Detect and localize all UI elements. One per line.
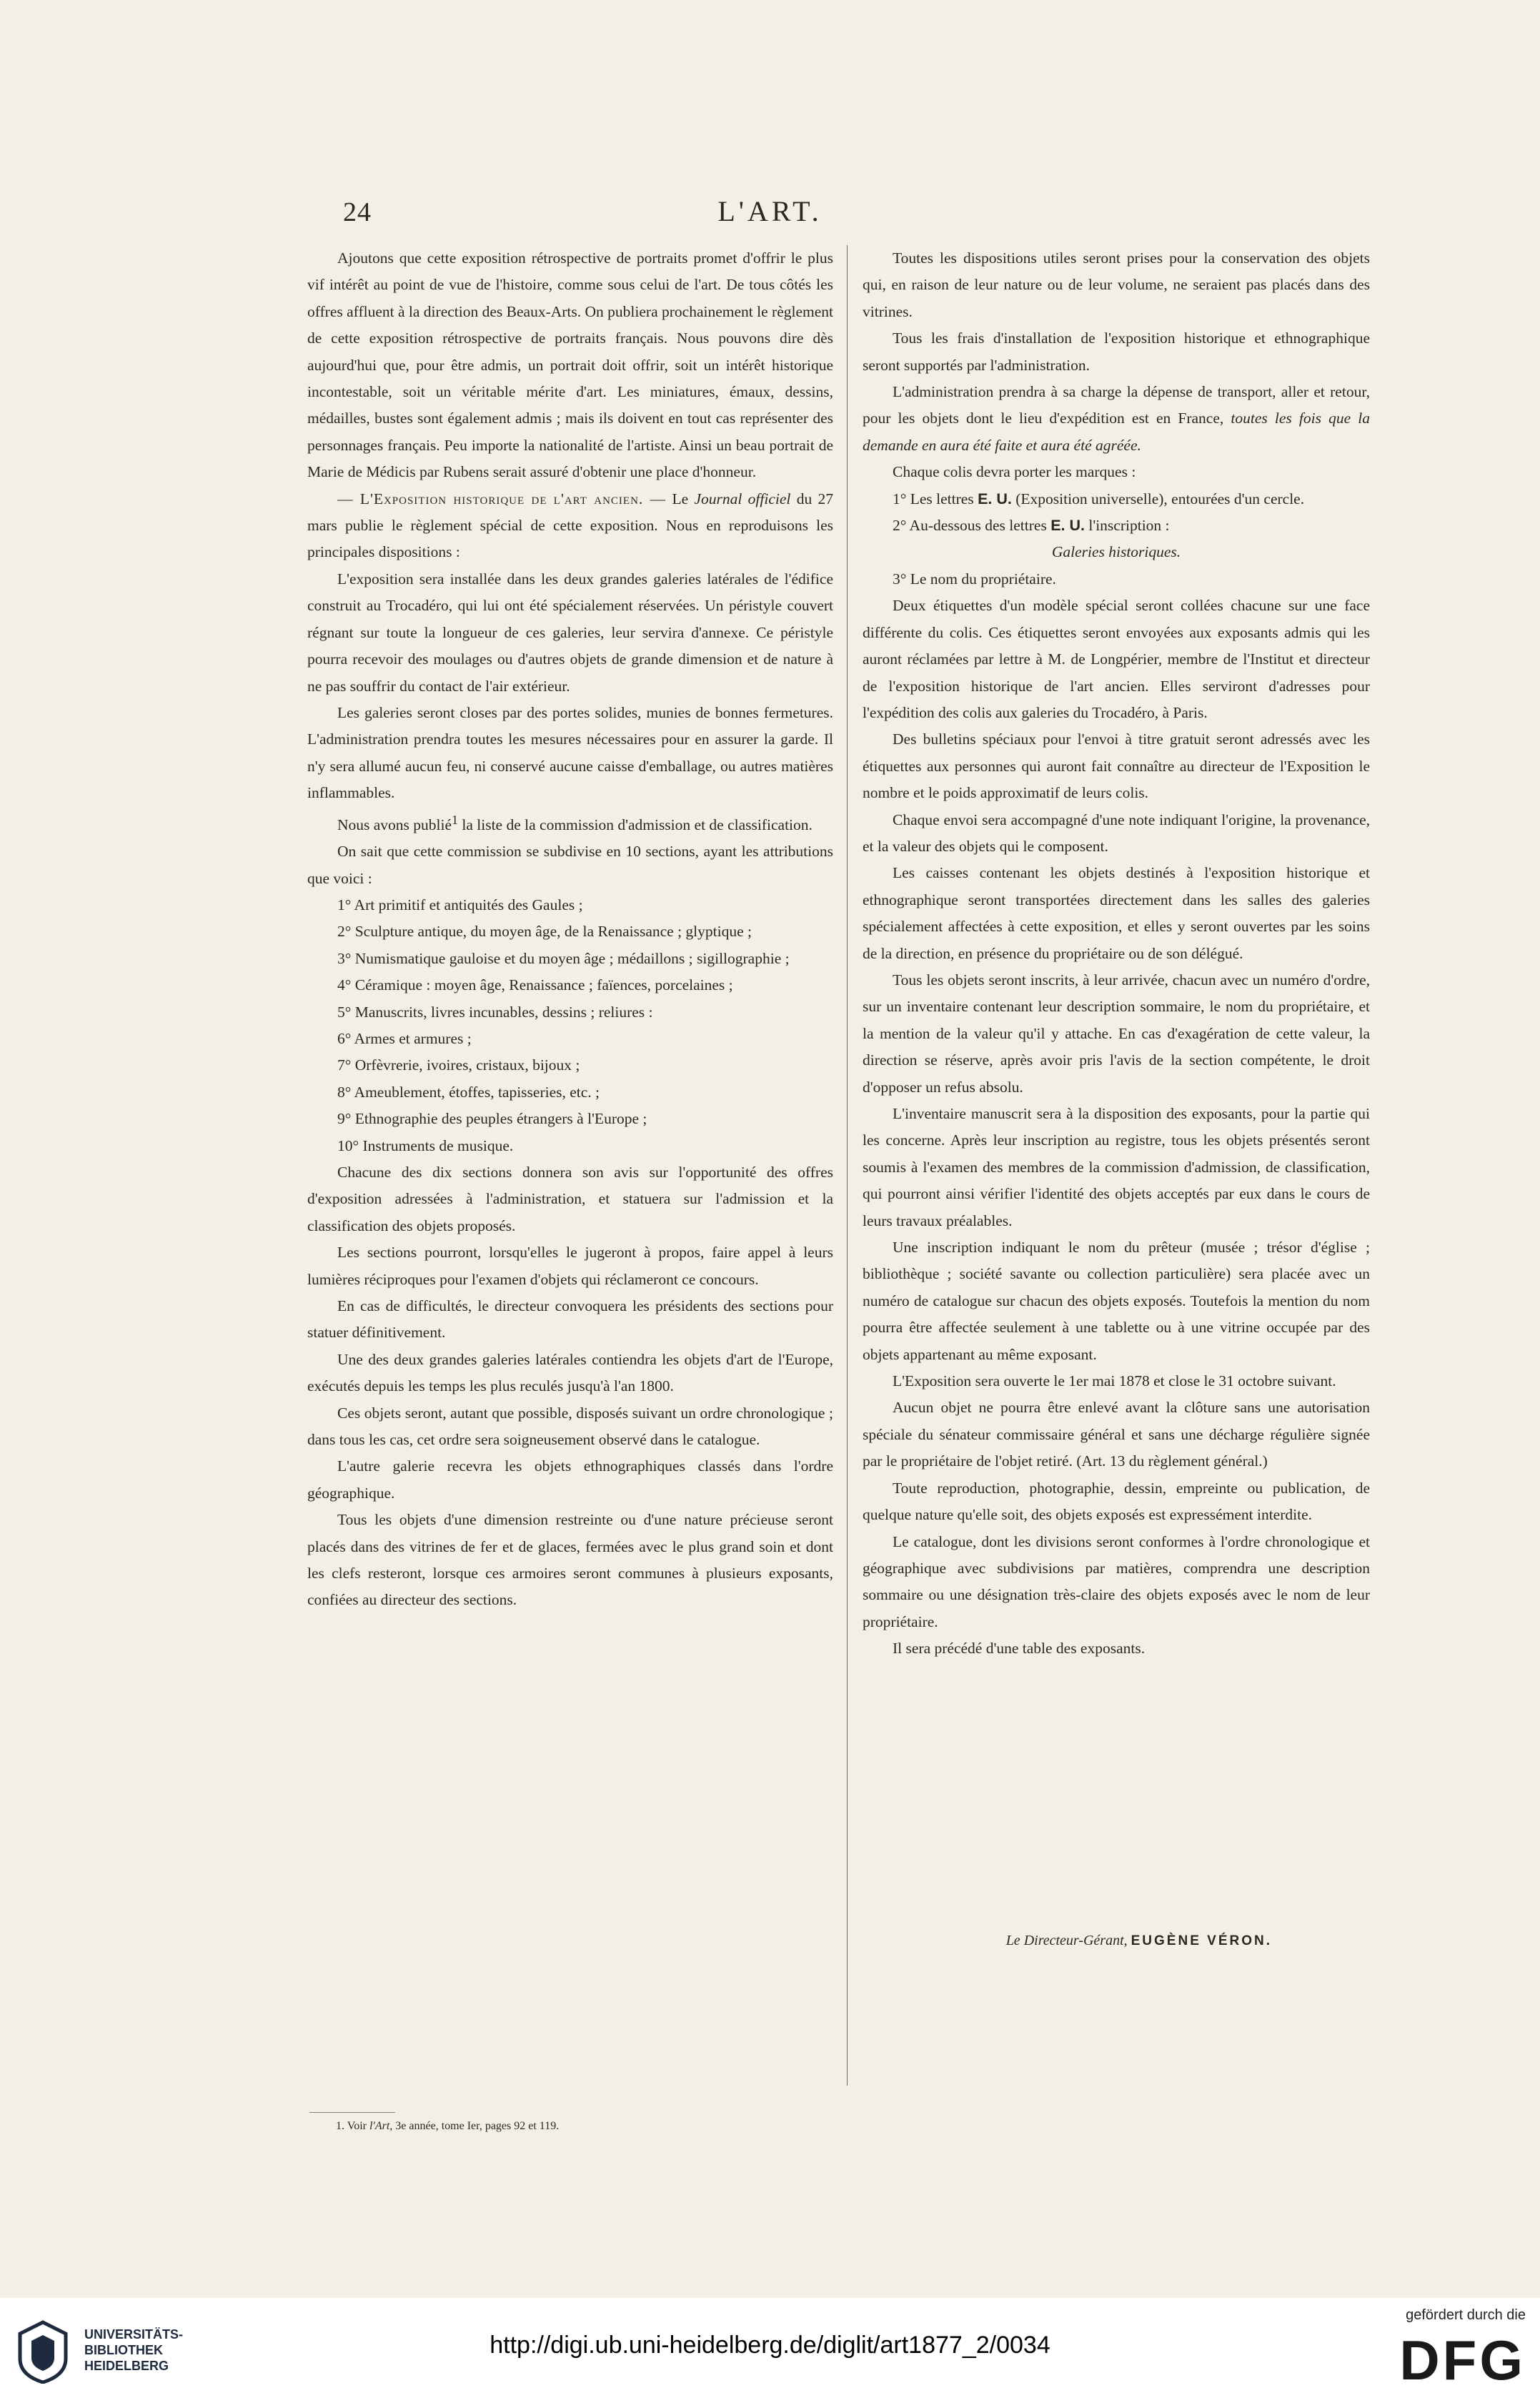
paragraph: Tous les frais d'installation de l'exposition historique et ethnographique seront supportés par l'administration. xyxy=(863,330,1370,374)
list-item: 9° Ethnographie des peuples étrangers à l'Europe ; xyxy=(337,1110,647,1128)
list-item: 7° Orfèvrerie, ivoires, cristaux, bijoux ; xyxy=(337,1056,580,1074)
paragraph: Il sera précédé d'une table des exposants. xyxy=(893,1640,1146,1658)
list-item: 1° Art primitif et antiquités des Gaules ; xyxy=(337,896,583,913)
paragraph: Les sections pourront, lorsqu'elles le jugeront à propos, faire appel à leurs lumières réciproques pour l'examen d'objets qui réclameront ce concours. xyxy=(307,1244,833,1288)
paragraph: L'inventaire manuscrit sera à la disposition des exposants, pour la partie qui les concerne. Après leur inscription au registre, tous les objets présentés seront soumis à l'examen des membres de la commission d'admission, de classification, qui pourront ainsi vérifier l'identité des objets acceptés par eux dans le cours de leurs travaux préalables. xyxy=(863,1105,1370,1229)
list-item: 8° Ameublement, étoffes, tapisseries, etc. ; xyxy=(337,1083,600,1101)
paragraph: Ajoutons que cette exposition rétrospective de portraits promet d'offrir le plus vif intérêt au point de vue de l'histoire, comme sous celui de l'art. De tous côtés les offres affluent à la direction des Beaux-Arts. On publiera prochainement le règlement de cette exposition rétrospective de portraits français. Nous pouvons dire dès aujourd'hui que, pour être admis, un portrait doit offrir, soit un intérêt historique incontestable, soit un véritable mérite d'art. Les miniatures, émaux, dessins, médailles, bustes sont également admis ; mais ils doivent en tout cas représenter des personnages français. Peu importe la nationalité de l'artiste. Ainsi un beau portrait de Marie de Médicis par Rubens serait assuré d'obtenir une place d'honneur. xyxy=(307,249,833,481)
text: 2° Au-dessous des lettres xyxy=(893,517,1047,535)
paragraph-exposition-heading xyxy=(307,486,833,566)
paragraph: Le catalogue, dont les divisions seront conformes à l'ordre chronologique et géographique avec subdivisions par matières, comprendra une description sommaire ou une désignation très-claire des objets exposés avec le nom de leur propriétaire. xyxy=(863,1532,1370,1630)
paragraph: L'Exposition sera ouverte le 1er mai 1878 et close le 31 octobre suivant. xyxy=(893,1372,1336,1390)
footnote-number: 1. xyxy=(336,2120,344,2132)
page-number: 24 xyxy=(343,197,372,227)
paragraph: Des bulletins spéciaux pour l'envoi à titre gratuit seront adressés avec les étiquettes aux personnes qui auront fait connaître au directeur de l'Exposition le nombre et le poids approximatif de leurs colis. xyxy=(863,730,1370,802)
paragraph: Chacune des dix sections donnera son avis sur l'opportunité des offres d'exposition adressées à l'administration, et statuera sur l'admission et la classification des objets proposés. xyxy=(307,1163,833,1234)
list-item: 3° Numismatique gauloise et du moyen âge ; médaillons ; sigillographie ; xyxy=(337,949,790,967)
text: du 27 mars publie le règlement spécial de cette exposition. Nous en reproduisons les principales dispositions : xyxy=(307,490,834,561)
column-rule xyxy=(847,245,848,2086)
paragraph: Les galeries seront closes par des portes solides, munies de bonnes fermetures. L'administration prendra toutes les mesures nécessaires pour en assurer la garde. Il n'y sera allumé aucun feu, ni conservé aucune caisse d'emballage, ou autres matières inflammables. xyxy=(307,703,833,802)
text: l'inscription : xyxy=(1088,517,1170,535)
list-item xyxy=(863,486,1370,512)
text: L'administration prendra à sa charge la dépense de transport, aller et retour, pour les objets dont le lieu d'expédition est en France, xyxy=(863,383,1370,427)
list-item xyxy=(863,512,1370,539)
text: 3e année, tome Ier, pages 92 et 119. xyxy=(395,2120,560,2132)
signature-role: Le Directeur-Gérant, xyxy=(1005,1933,1128,1948)
paragraph: Tous les objets d'une dimension restreinte ou d'une nature précieuse seront placés dans des vitrines de fer et de glaces, fermées avec le plus grand soin et dont les clefs resteront, lorsque ces armoires seront communes à plusieurs exposants, confiées au directeur des sections. xyxy=(307,1511,833,1609)
text: (Exposition universelle), entourées d'un cercle. xyxy=(1015,490,1305,507)
right-column xyxy=(863,245,1370,1663)
paragraph: Aucun objet ne pourra être enlevé avant la clôture sans une autorisation spéciale du sénateur commissaire général et sans une décharge régulière signée par le propriétaire de l'objet retiré. (Art. 13 du règlement général.) xyxy=(863,1399,1370,1470)
dfg-logo: DFG xyxy=(1399,2329,1526,2392)
footnote-rule xyxy=(309,2112,395,2113)
library-name-line: UNIVERSITÄTS- xyxy=(84,2327,184,2342)
inscription-line: Galeries historiques. xyxy=(1051,543,1181,561)
paragraph xyxy=(307,807,833,839)
list-item: 2° Sculpture antique, du moyen âge, de la Renaissance ; glyptique ; xyxy=(337,923,752,941)
paragraph xyxy=(863,379,1370,459)
list-item: 6° Armes et armures ; xyxy=(337,1029,472,1047)
text: la liste de la commission d'admission et de classification. xyxy=(462,816,813,833)
funding-label: gefördert durch die xyxy=(1406,2307,1526,2323)
paragraph: Les caisses contenant les objets destinés à l'exposition historique et ethnographique seront transportées directement dans les salles des galeries spécialement affectées à cette exposition, et elles y seront ouvertes par les soins de la direction, en présence du propriétaire ou de son délégué. xyxy=(863,864,1370,962)
text: Le xyxy=(672,490,689,507)
footnote xyxy=(336,2116,559,2137)
paragraph: Tous les objets seront inscrits, à leur arrivée, chacun avec un numéro d'ordre, sur un inventaire contenant leur description sommaire, le nom du propriétaire, et la mention de la valeur qu'il y attache. En cas d'exagération de cette valeur, la direction se réserve, après avoir pris l'avis de la section compétente, le droit d'opposer un refus absolu. xyxy=(863,971,1370,1096)
text: Nous avons publié xyxy=(337,816,452,833)
paragraph: L'autre galerie recevra les objets ethnographiques classés dans l'ordre géographique. xyxy=(307,1457,833,1502)
text: 1° Les lettres xyxy=(893,490,974,507)
paragraph: Une inscription indiquant le nom du prêteur (musée ; trésor d'église ; bibliothèque ; société savante ou collection particulière) sera placée avec un numéro de catalogue sur chacun des objets exposés. Toutefois la mention du nom pourra être affectée seulement à une tablette ou à une vitrine occupée par des objets appartenant au même exposant. xyxy=(863,1239,1370,1363)
emphasis: toutes les fois que la demande en aura été faite et aura été agréée. xyxy=(863,410,1370,454)
list-item: 10° Instruments de musique. xyxy=(337,1136,514,1154)
paragraph: Chaque envoi sera accompagné d'une note indiquant l'origine, la provenance, et la valeur des objets qui le composent. xyxy=(863,811,1370,855)
text: Voir xyxy=(347,2120,367,2132)
paragraph: Chaque colis devra porter les marques : xyxy=(893,463,1136,481)
library-name-line: HEIDELBERG xyxy=(84,2359,169,2373)
library-name-line: BIBLIOTHEK xyxy=(84,2343,163,2357)
paragraph: Deux étiquettes d'un modèle spécial seront collées chacune sur une face différente du colis. Ces étiquettes seront envoyées aux exposants admis qui les auront réclamées par lettre à M. de Longpérier, membre de l'Institut et directeur de l'exposition historique de l'art ancien. Elles serviront d'adresses pour l'expédition des colis aux galeries du Trocadéro, à Paris. xyxy=(863,597,1370,721)
marking-letters: E. U. xyxy=(978,490,1012,507)
section-heading: — L'Exposition historique de l'art ancien. — xyxy=(337,490,667,507)
list-item: 4° Céramique : moyen âge, Renaissance ; faïences, porcelaines ; xyxy=(337,976,733,994)
paragraph: En cas de difficultés, le directeur convoquera les présidents des sections pour statuer définitivement. xyxy=(307,1297,833,1342)
signature xyxy=(1006,1930,1272,1952)
paragraph: Ces objets seront, autant que possible, disposés suivant un ordre chronologique ; dans tous les cas, cet ordre sera soigneusement observé dans le catalogue. xyxy=(307,1404,833,1449)
paragraph: L'exposition sera installée dans les deux grandes galeries latérales de l'édifice construit au Trocadéro, qui lui ont été spécialement réservées. Un péristyle couvert régnant sur toute la longueur de ces galeries, leur servira d'annexe. Ce péristyle pourra recevoir des moulages ou d'autres objets de grande dimension et de nature à ne pas souffrir du contact de l'air extérieur. xyxy=(307,570,833,695)
permalink-url[interactable]: http://digi.ub.uni-heidelberg.de/diglit/art1877_2/0034 xyxy=(490,2332,1050,2359)
list-item: 3° Le nom du propriétaire. xyxy=(893,570,1056,588)
paragraph: Toutes les dispositions utiles seront prises pour la conservation des objets qui, en raison de leur nature ou de leur volume, ne seraient pas placés dans des vitrines. xyxy=(863,249,1370,320)
journal-title: l'Art, xyxy=(369,2120,393,2132)
paragraph: Toute reproduction, photographie, dessin, empreinte ou publication, de quelque nature qu'elle soit, des objets exposés est expressément interdite. xyxy=(863,1479,1370,1524)
running-head: L'ART. xyxy=(717,195,823,227)
paragraph: Une des deux grandes galeries latérales contiendra les objets d'art de l'Europe, exécutés depuis les temps les plus reculés jusqu'à l'an 1800. xyxy=(307,1350,833,1395)
left-column xyxy=(307,245,833,1614)
list-item: 5° Manuscrits, livres incunables, dessins ; reliures : xyxy=(337,1003,653,1021)
journal-title: Journal officiel xyxy=(694,490,791,507)
paragraph: On sait que cette commission se subdivise en 10 sections, ayant les attributions que voici : xyxy=(307,843,833,887)
signature-name: EUGÈNE VÉRON. xyxy=(1131,1933,1272,1948)
marking-letters: E. U. xyxy=(1050,517,1085,535)
footnote-ref: 1 xyxy=(452,812,458,827)
